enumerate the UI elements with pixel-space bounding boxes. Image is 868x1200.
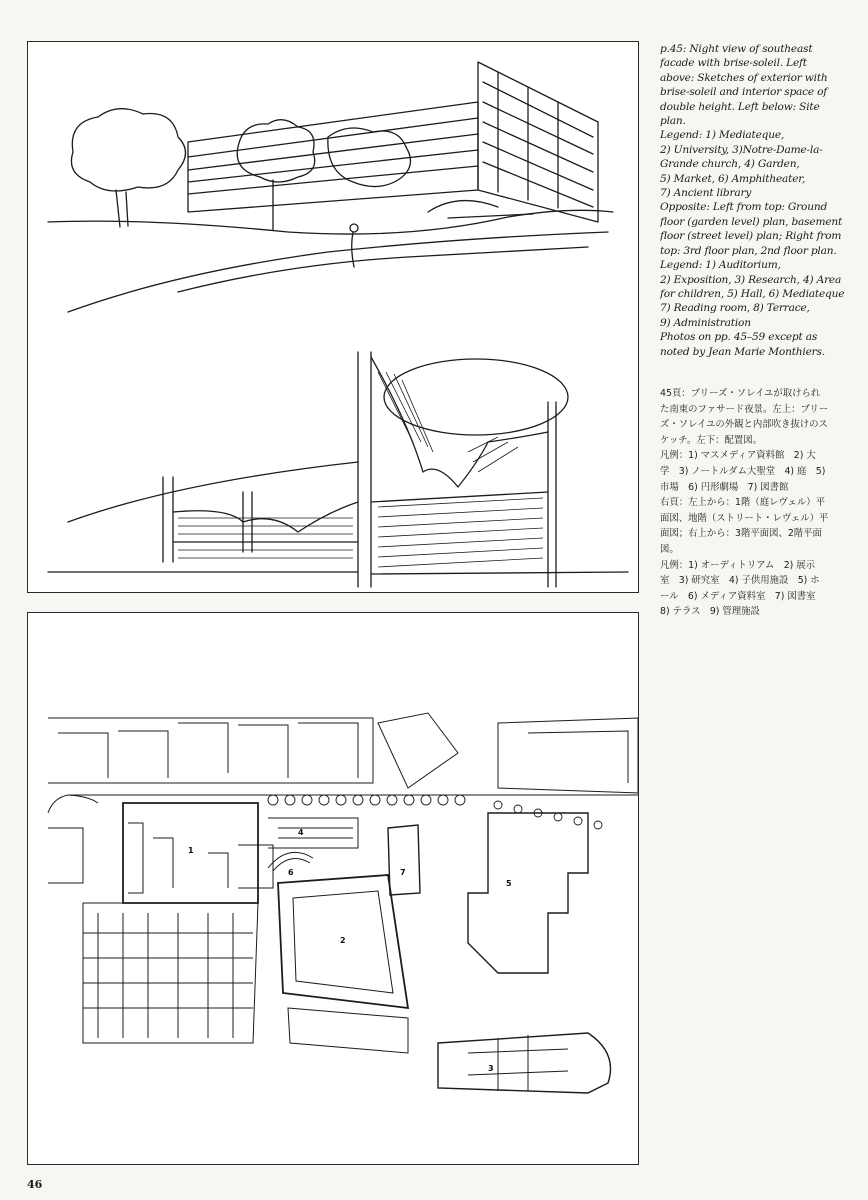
caption-line: Legend: 1) Auditorium, (660, 259, 781, 272)
site-plan-drawing (28, 613, 640, 1166)
caption-line: top: 3rd floor plan, 2nd floor plan. (660, 244, 837, 257)
caption-line: for children, 5) Hall, 6) Mediateque (660, 287, 845, 300)
caption-line-jp: 学 3) ノートルダム大聖堂 4) 庭 5) (660, 465, 826, 477)
caption-line: Photos on pp. 45–59 except as (660, 331, 818, 344)
caption-line-jp: 室 3) 研究室 4) 子供用施設 5) ホ (660, 575, 820, 587)
caption-line-jp: 面図、地階（ストリート・レヴェル）平 (660, 512, 829, 524)
caption-line: 9) Administration (660, 316, 751, 329)
caption-line-jp: た南東のファサード夜景。左上：ブリー (660, 403, 829, 415)
plan-label-2: 2 (340, 936, 346, 945)
caption-line: noted by Jean Marie Monthiers. (660, 345, 825, 358)
caption-line: brise-soleil and interior space of (660, 86, 828, 99)
caption-japanese (660, 386, 860, 620)
caption-line-jp: 右頁：左上から：1階（庭レヴェル）平 (660, 497, 825, 509)
page-number: 46 (27, 1178, 43, 1191)
caption-line: 5) Market, 6) Amphitheater, (660, 172, 806, 185)
caption-line-jp: 市場 6) 円形劇場 7) 図書館 (660, 481, 789, 493)
caption-line: 2) Exposition, 3) Research, 4) Area (660, 273, 842, 286)
caption-line: Grande church, 4) Garden, (660, 158, 800, 171)
caption-line: Legend: 1) Mediateque, (660, 129, 785, 142)
caption-english (660, 42, 860, 359)
caption-line: floor (garden level) plan, basement (660, 215, 843, 228)
plan-label-3: 3 (488, 1064, 494, 1073)
caption-line: p.45: Night view of southeast (660, 43, 813, 55)
caption-line-jp: 凡例：1) オーディトリアム 2) 展示 (660, 559, 816, 571)
plan-label-7: 7 (400, 868, 406, 877)
caption-line-jp: ズ・ソレイユの外観と内部吹き抜けのス (660, 419, 828, 431)
caption-line: floor (street level) plan; Right from (660, 230, 842, 243)
plan-label-1: 1 (188, 846, 194, 855)
caption-line-jp: 凡例：1) マスメディア資料館 2) 大 (660, 450, 816, 462)
caption-line: 7) Ancient library (660, 187, 752, 200)
caption-line-jp: 図。 (660, 543, 679, 555)
plan-label-4: 4 (298, 828, 304, 837)
caption-line: facade with brise-soleil. Left (660, 57, 807, 70)
caption-line-jp: 8) テラス 9) 管理施設 (660, 606, 760, 618)
caption-line: plan. (660, 115, 686, 128)
caption-line: above: Sketches of exterior with (660, 71, 828, 84)
caption-line-jp: 45頁：ブリーズ・ソレイユが取けられ (660, 388, 821, 399)
sketch-drawings (28, 42, 640, 594)
plan-label-5: 5 (506, 879, 512, 888)
caption-line: 7) Reading room, 8) Terrace, (660, 302, 810, 315)
sketches-figure (27, 41, 639, 593)
site-plan-figure (27, 612, 639, 1165)
plan-label-6: 6 (288, 868, 294, 877)
caption-line-jp: 面図；右上から：3階平面図、2階平面 (660, 528, 822, 540)
caption-line: double height. Left below: Site (660, 100, 820, 113)
caption-line: 2) University, 3)Notre-Dame-la- (660, 143, 823, 156)
caption-line-jp: ケッチ。左下：配置図。 (660, 434, 762, 446)
caption-line: Opposite: Left from top: Ground (660, 201, 828, 214)
caption-line-jp: ール 6) メディア資料室 7) 図書室 (660, 590, 816, 602)
